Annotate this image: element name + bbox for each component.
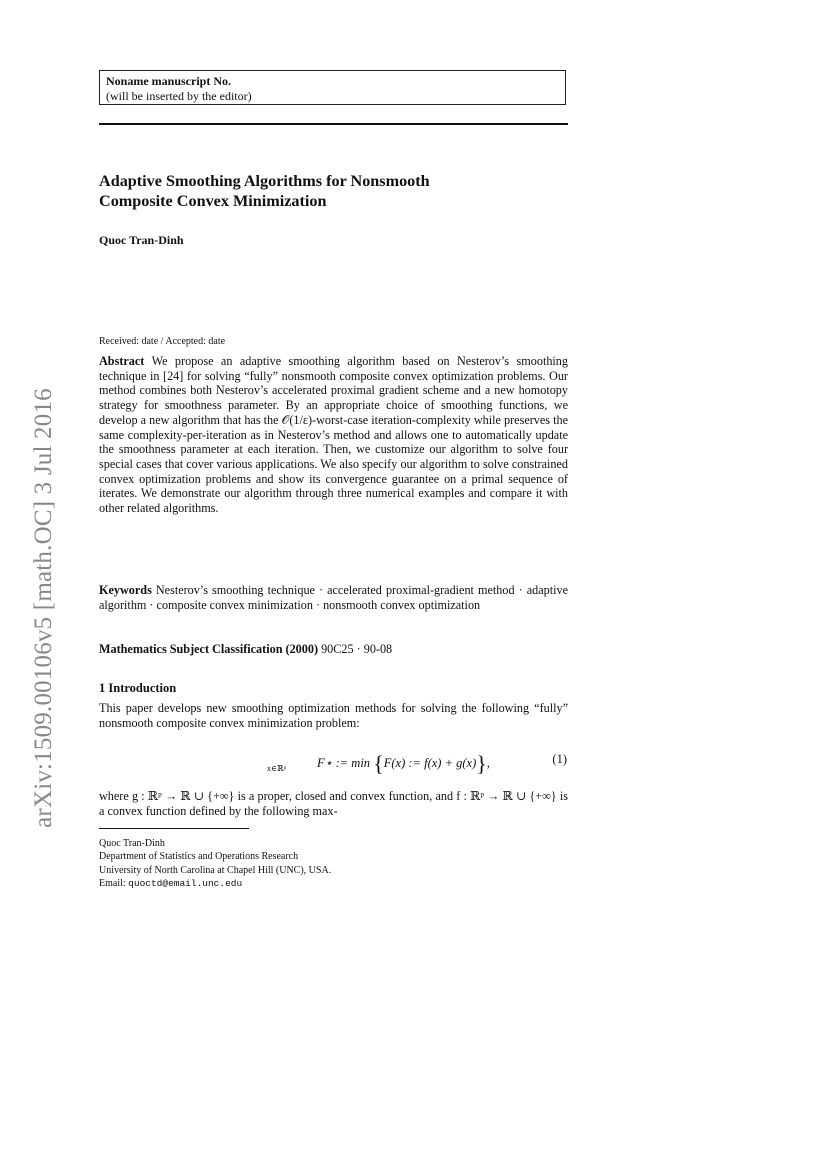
- keywords-text: Nesterov’s smoothing technique · accelerated proximal-gradient method · adaptive algorithm · composite convex minimization · nonsmooth convex optimization: [99, 583, 569, 612]
- msc-codes: 90C25 · 90-08: [321, 642, 393, 656]
- footnote: [99, 837, 331, 890]
- keywords-label: Keywords: [99, 583, 152, 597]
- abstract-label: Abstract: [99, 354, 145, 368]
- equation-number: (1): [552, 752, 567, 766]
- abstract: [99, 354, 568, 516]
- intro-text: This paper develops new smoothing optimization methods for solving the following “fully” nonsmooth composite convex minimization problem:: [99, 701, 568, 730]
- arxiv-stamp-text: arXiv:1509.00106v5 [math.OC] 3 Jul 2016: [30, 388, 57, 828]
- brace-left: {: [373, 751, 384, 776]
- manuscript-box: [99, 70, 566, 105]
- keywords: [99, 583, 568, 612]
- complexity-bound: 𝒪(1/ε): [281, 412, 313, 427]
- where-text: where g : ℝᵖ → ℝ ∪ {+∞} is a proper, closed and convex function, and f : ℝᵖ → ℝ ∪ {+∞} is a convex function defined by the following max-: [99, 789, 568, 818]
- equation-subscript: x∈ℝᵖ: [267, 764, 287, 773]
- paper-title: [99, 171, 569, 211]
- editor-note: (will be inserted by the editor): [106, 89, 252, 103]
- footnote-email-line: [99, 877, 331, 890]
- arxiv-stamp: [0, 0, 74, 1169]
- email-label: Email:: [99, 877, 129, 889]
- abstract-text-1: We propose an adaptive smoothing algorithm based on Nesterov’s smoothing technique in [24] for solving “fully” nonsmooth composite convex optimization problems. Our method combines both Nesterov’s accelerated proximal gradient scheme and a new homotopy strategy for smoothness parameter. By an appropriate choice of smoothing functions, we develop a new algorithm that has the: [99, 354, 568, 427]
- title-line-2: Composite Convex Minimization: [99, 192, 327, 210]
- manuscript-number: Noname manuscript No.: [106, 74, 231, 88]
- received-line: Received: date / Accepted: date: [99, 336, 226, 347]
- section-heading: 1 Introduction: [99, 681, 177, 695]
- author: Quoc Tran-Dinh: [99, 233, 184, 247]
- footnote-rule: [99, 828, 249, 829]
- email-link[interactable]: quoctd@email.unc.edu: [128, 877, 243, 889]
- title-line-1: Adaptive Smoothing Algorithms for Nonsmooth: [99, 172, 430, 190]
- equation-lhs: F⋆ := min: [317, 756, 371, 770]
- footnote-name: Quoc Tran-Dinh: [99, 838, 165, 849]
- equation-rhs: F(x) := f(x) + g(x): [383, 756, 477, 770]
- equation-body: F⋆ := min {F(x) := f(x) + g(x)},: [317, 751, 490, 776]
- msc-label: Mathematics Subject Classification (2000): [99, 642, 319, 656]
- msc: [99, 642, 568, 657]
- footnote-dept: Department of Statistics and Operations Research: [99, 851, 299, 863]
- footnote-univ: University of North Carolina at Chapel Hill (UNC), USA.: [99, 864, 332, 876]
- brace-right: }: [476, 751, 487, 776]
- header-rule: [99, 123, 568, 125]
- equation-1: [99, 745, 568, 780]
- abstract-text-2: -worst-case iteration-complexity while preserves the same complexity-per-iteration as in Nesterov’s method and allows one to automatically update the smoothness parameter at each iteration. Then, we customize our algorithm to solve four special cases that cover various applications. We also specify our algorithm to solve constrained convex optimization problems and show its convergence guarantee on a primal sequence of iterates. We demonstrate our algorithm through three numerical examples and compare it with other related algorithms.: [99, 412, 569, 516]
